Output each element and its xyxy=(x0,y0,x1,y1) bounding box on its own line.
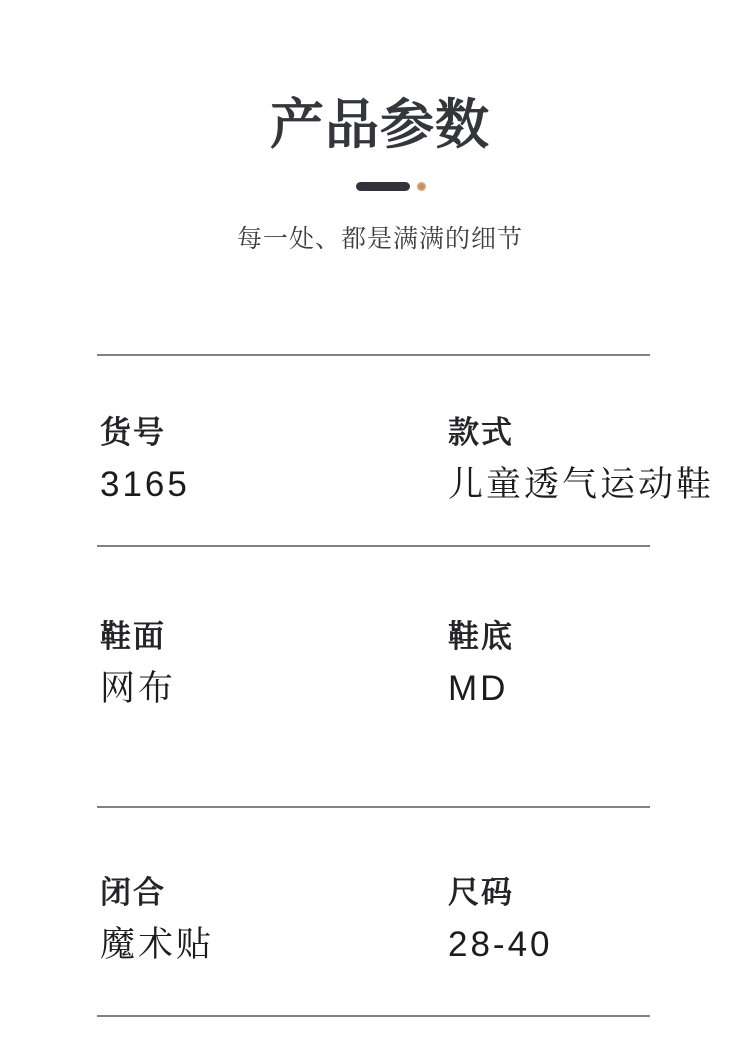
spec-value: 网布 xyxy=(100,668,177,708)
spec-label: 款式 xyxy=(448,415,514,450)
spec-cell-style xyxy=(448,415,748,505)
spec-value: 28-40 xyxy=(448,924,553,964)
spec-label: 闭合 xyxy=(100,875,166,910)
spec-cell-sole xyxy=(448,619,748,709)
divider-line xyxy=(97,1015,650,1017)
spec-label: 鞋面 xyxy=(100,619,166,654)
spec-value: 3165 xyxy=(100,464,190,504)
divider-dot-icon xyxy=(417,182,426,191)
page-subtitle: 每一处、都是满满的细节 xyxy=(236,225,523,253)
spec-value: MD xyxy=(448,668,509,708)
spec-cell-size-range xyxy=(448,875,748,965)
title-divider xyxy=(356,182,426,191)
divider-line xyxy=(97,806,650,808)
spec-cell-upper xyxy=(100,619,400,709)
spec-cell-item-number xyxy=(100,415,400,505)
spec-label: 尺码 xyxy=(448,875,514,910)
spec-value: 儿童透气运动鞋 xyxy=(448,464,715,504)
page-title: 产品参数 xyxy=(270,95,490,155)
spec-label: 鞋底 xyxy=(448,619,514,654)
spec-cell-closure xyxy=(100,875,400,965)
spec-value: 魔术贴 xyxy=(100,924,215,964)
divider-line xyxy=(97,354,650,356)
divider-dash xyxy=(356,182,410,191)
divider-line xyxy=(97,545,650,547)
spec-label: 货号 xyxy=(100,415,166,450)
